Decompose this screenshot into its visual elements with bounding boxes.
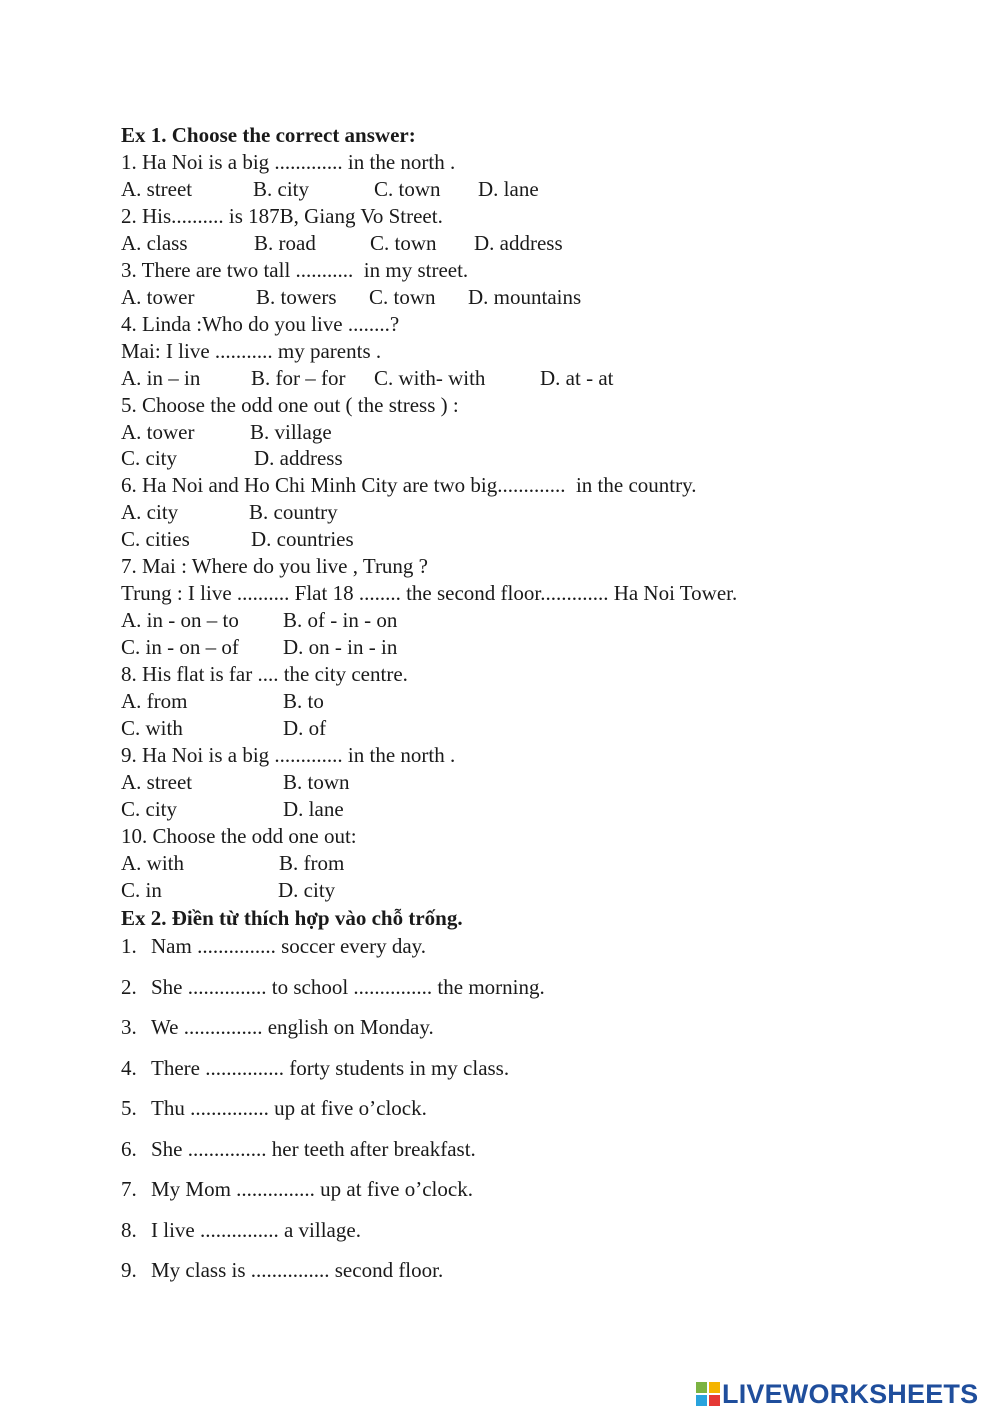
item-sentence: Thu ............... up at five o’clock.: [151, 1096, 427, 1120]
question-text: 10. Choose the odd one out:: [121, 823, 357, 848]
question-text: 6. Ha Noi and Ho Chi Minh City are two big............. in the country.: [121, 473, 697, 498]
answer-choice: B. city: [253, 176, 309, 201]
answer-choice: D. of: [283, 715, 327, 740]
question-text: 7. Mai : Where do you live , Trung ?: [121, 554, 429, 579]
question-text: 4. Linda :Who do you live ........?: [121, 311, 400, 336]
item-number: 9.: [121, 1258, 137, 1282]
answer-choice: D. at - at: [540, 365, 614, 390]
answer-choices-row: [121, 877, 881, 903]
fill-blank-item: [121, 1217, 881, 1243]
answer-choices-row: [121, 607, 881, 633]
answer-choices-row: [121, 365, 881, 391]
question-text: Mai: I live ........... my parents .: [121, 338, 382, 363]
answer-choice: C. town: [374, 176, 441, 201]
answer-choice: C. town: [369, 284, 436, 309]
item-sentence: Nam ............... soccer every day.: [151, 934, 427, 958]
answer-choice: C. in: [121, 877, 162, 902]
item-sentence: My Mom ............... up at five o’clock.: [151, 1177, 473, 1201]
item-sentence: We ............... english on Monday.: [151, 1015, 434, 1039]
answer-choices-row: [121, 284, 881, 310]
answer-choice: D. city: [278, 877, 336, 902]
answer-choice: A. tower: [121, 284, 195, 309]
fill-blank-item: [121, 1176, 881, 1202]
answer-choice: A. in – in: [121, 365, 201, 390]
item-number: 1.: [121, 934, 137, 958]
answer-choice: D. mountains: [468, 284, 582, 309]
answer-choices-row: [121, 230, 881, 256]
answer-choices-row: [121, 419, 881, 445]
item-number: 8.: [121, 1217, 137, 1242]
item-sentence: She ............... to school ............... the morning.: [151, 974, 545, 999]
liveworksheets-logo-text: LIVEWORKSHEETS: [722, 1379, 979, 1409]
answer-choice: D. lane: [283, 796, 344, 821]
answer-choice: B. for – for: [251, 365, 346, 390]
answer-choice: B. village: [250, 419, 332, 444]
answer-choices-row: [121, 715, 881, 741]
answer-choice: A. class: [121, 230, 188, 255]
answer-choices-row: [121, 176, 881, 202]
answer-choice: B. road: [254, 230, 316, 255]
answer-choices-row: [121, 445, 881, 471]
question-text: Trung : I live .......... Flat 18 ........ the second floor............. Ha Noi Tower.: [121, 581, 738, 606]
answer-choice: C. in - on – of: [121, 635, 239, 660]
fill-blank-item: [121, 974, 881, 1000]
item-number: 3.: [121, 1015, 137, 1039]
item-number: 4.: [121, 1055, 137, 1080]
answer-choice: A. from: [121, 689, 188, 713]
liveworksheets-logo: [696, 1380, 978, 1408]
answer-choice: C. city: [121, 796, 177, 821]
fill-blank-item: [121, 1055, 881, 1081]
answer-choice: B. of - in - on: [283, 608, 398, 633]
answer-choice: B. country: [249, 500, 338, 525]
answer-choice: D. on - in - in: [283, 635, 398, 660]
item-number: 2.: [121, 974, 137, 999]
fill-blank-item: [121, 1095, 881, 1121]
fill-blank-item: [121, 1014, 881, 1040]
answer-choice: C. with- with: [374, 365, 486, 390]
answer-choices-row: [121, 850, 881, 876]
liveworksheets-logo-icon: [696, 1382, 720, 1406]
answer-choices-row: [121, 769, 881, 795]
question-text: 3. There are two tall ........... in my street.: [121, 257, 469, 282]
answer-choice: B. from: [279, 850, 345, 875]
answer-choice: A. city: [121, 500, 179, 525]
answer-choices-row: [121, 526, 881, 552]
ex2-title: Ex 2. Điền từ thích hợp vào chỗ trống.: [121, 906, 463, 930]
answer-choice: B. town: [283, 769, 350, 794]
item-sentence: There ............... forty students in my class.: [151, 1055, 510, 1080]
answer-choice: D. countries: [251, 527, 354, 552]
question-text: 5. Choose the odd one out ( the stress ) :: [121, 392, 459, 417]
answer-choice: C. city: [121, 446, 177, 471]
question-text: 9. Ha Noi is a big ............. in the north .: [121, 742, 456, 767]
answer-choice: A. tower: [121, 419, 195, 444]
answer-choice: B. towers: [256, 284, 337, 309]
answer-choice: D. address: [254, 446, 343, 471]
answer-choice: C. town: [370, 230, 437, 255]
answer-choice: C. with: [121, 715, 183, 740]
answer-choice: D. lane: [478, 176, 539, 201]
question-text: 1. Ha Noi is a big ............. in the north .: [121, 150, 456, 174]
fill-blank-item: [121, 933, 881, 959]
answer-choice: A. street: [121, 769, 193, 794]
answer-choice: A. street: [121, 176, 193, 201]
answer-choices-row: [121, 796, 881, 822]
answer-choice: C. cities: [121, 527, 190, 552]
item-sentence: I live ............... a village.: [151, 1217, 361, 1242]
item-number: 5.: [121, 1096, 137, 1120]
item-sentence: She ............... her teeth after breakfast.: [151, 1136, 476, 1161]
fill-blank-item: [121, 1257, 881, 1283]
answer-choice: D. address: [474, 230, 563, 255]
question-text: 2. His.......... is 187B, Giang Vo Street.: [121, 203, 443, 228]
answer-choice: B. to: [283, 689, 324, 713]
item-sentence: My class is ............... second floor.: [151, 1258, 444, 1282]
answer-choice: A. with: [121, 850, 184, 875]
item-number: 6.: [121, 1136, 137, 1161]
answer-choices-row: [121, 688, 881, 714]
fill-blank-item: [121, 1136, 881, 1162]
answer-choices-row: [121, 499, 881, 525]
answer-choice: A. in - on – to: [121, 608, 239, 633]
question-text: 8. His flat is far .... the city centre.: [121, 662, 408, 686]
item-number: 7.: [121, 1177, 137, 1201]
answer-choices-row: [121, 634, 881, 660]
ex1-title: Ex 1. Choose the correct answer:: [121, 123, 416, 147]
